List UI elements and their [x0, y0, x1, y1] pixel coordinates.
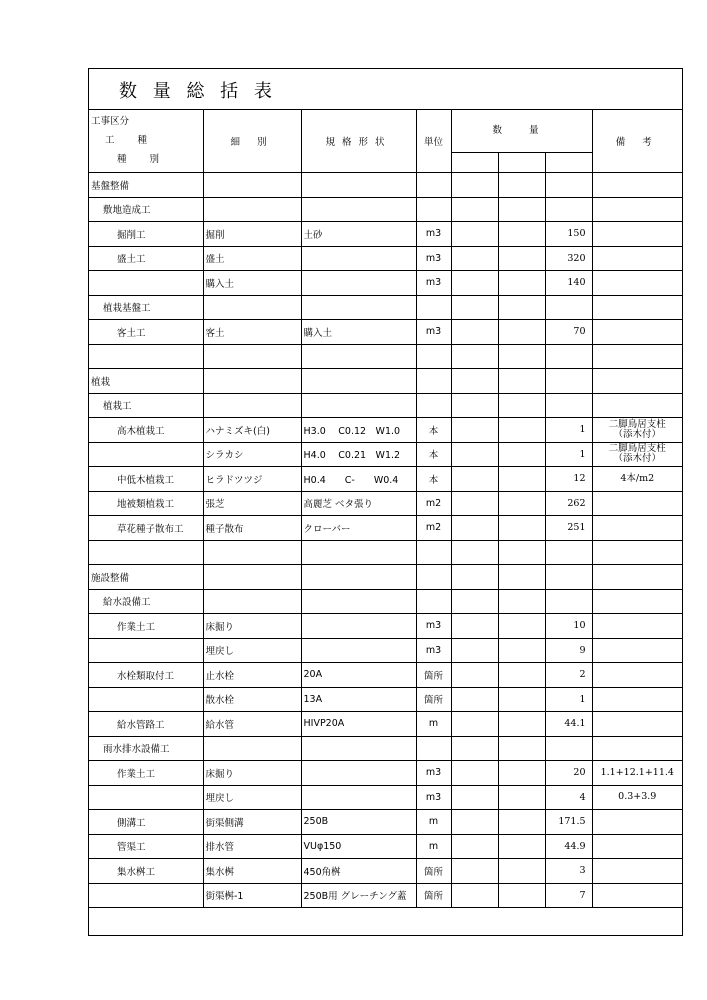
cell-saibetsu: 床掘り	[203, 614, 301, 639]
cell-tani: m3	[416, 785, 451, 810]
cell-note	[592, 614, 682, 639]
cell-saibetsu	[203, 197, 301, 222]
suryo-subcol-1	[452, 153, 499, 172]
cell-kikaku	[301, 393, 416, 418]
cell-qty-2	[498, 638, 545, 663]
cell-note	[592, 810, 682, 835]
cell-qty-2	[498, 712, 545, 737]
cell-qty: 4	[545, 785, 592, 810]
cell-qty-2	[498, 467, 545, 492]
cell-kubun	[89, 344, 203, 369]
cell-qty-2	[498, 271, 545, 296]
cell-qty-1	[451, 442, 498, 467]
cell-qty	[545, 295, 592, 320]
cell-kikaku: HIVP20A	[301, 712, 416, 737]
cell-kubun: 植栽	[89, 369, 203, 394]
cell-note	[592, 638, 682, 663]
cell-qty-1	[451, 516, 498, 541]
cell-kubun: 管渠工	[89, 834, 203, 859]
cell-saibetsu: シラカシ	[203, 442, 301, 467]
cell-qty: 150	[545, 222, 592, 247]
cell-qty: 44.1	[545, 712, 592, 737]
cell-kubun	[89, 883, 203, 908]
table-row	[89, 614, 682, 639]
cell-tani: m	[416, 834, 451, 859]
cell-qty: 12	[545, 467, 592, 492]
table-row	[89, 663, 682, 688]
table-row	[89, 271, 682, 296]
cell-kikaku: 20A	[301, 663, 416, 688]
cell-note	[592, 516, 682, 541]
table-row	[89, 295, 682, 320]
cell-kubun: 水栓類取付工	[89, 663, 203, 688]
cell-note	[592, 712, 682, 737]
cell-qty-1	[451, 246, 498, 271]
cell-qty-1	[451, 834, 498, 859]
cell-tani	[416, 197, 451, 222]
cell-kubun: 中低木植栽工	[89, 467, 203, 492]
cell-saibetsu: 給水管	[203, 712, 301, 737]
cell-kubun	[89, 638, 203, 663]
cell-tani: 箇所	[416, 663, 451, 688]
cell-qty-2	[498, 418, 545, 443]
cell-kikaku: 購入土	[301, 320, 416, 345]
cell-saibetsu	[203, 295, 301, 320]
cell-note	[592, 834, 682, 859]
cell-qty: 1	[545, 687, 592, 712]
cell-saibetsu: 張芝	[203, 491, 301, 516]
cell-kubun	[89, 271, 203, 296]
cell-qty-2	[498, 565, 545, 590]
cell-qty-2	[498, 614, 545, 639]
cell-qty-1	[451, 687, 498, 712]
cell-kikaku	[301, 785, 416, 810]
cell-kikaku: 250B	[301, 810, 416, 835]
cell-kubun	[89, 785, 203, 810]
cell-note: 4本/m2	[592, 467, 682, 492]
cell-tani: m	[416, 810, 451, 835]
cell-qty-2	[498, 883, 545, 908]
cell-saibetsu: ヒラドツツジ	[203, 467, 301, 492]
cell-qty-1	[451, 320, 498, 345]
cell-qty-1	[451, 173, 498, 198]
cell-qty-2	[498, 785, 545, 810]
cell-saibetsu: 埋戻し	[203, 785, 301, 810]
cell-kubun: 地被類植栽工	[89, 491, 203, 516]
cell-kikaku	[301, 246, 416, 271]
cell-qty-2	[498, 859, 545, 884]
cell-tani: m3	[416, 222, 451, 247]
cell-note: 1.1+12.1+11.4	[592, 761, 682, 786]
cell-saibetsu: 集水桝	[203, 859, 301, 884]
table-row	[89, 712, 682, 737]
cell-kubun	[89, 687, 203, 712]
cell-note: 0.3+3.9	[592, 785, 682, 810]
cell-qty: 3	[545, 859, 592, 884]
cell-qty	[545, 565, 592, 590]
cell-kikaku: 13A	[301, 687, 416, 712]
cell-kubun: 高木植栽工	[89, 418, 203, 443]
cell-qty-1	[451, 663, 498, 688]
cell-saibetsu: 埋戻し	[203, 638, 301, 663]
cell-qty-2	[498, 491, 545, 516]
cell-kubun: 給水管路工	[89, 712, 203, 737]
cell-tani: m3	[416, 761, 451, 786]
cell-tani: m3	[416, 614, 451, 639]
cell-note	[592, 344, 682, 369]
cell-tani: m3	[416, 246, 451, 271]
cell-note	[592, 271, 682, 296]
table-row	[89, 246, 682, 271]
cell-note	[592, 295, 682, 320]
cell-saibetsu	[203, 540, 301, 565]
cell-tani: 箇所	[416, 883, 451, 908]
cell-saibetsu: 街渠側溝	[203, 810, 301, 835]
cell-qty-1	[451, 712, 498, 737]
cell-qty-1	[451, 589, 498, 614]
cell-kikaku: H3.0 C0.12 W1.0	[301, 418, 416, 443]
table-row	[89, 785, 682, 810]
cell-qty-2	[498, 393, 545, 418]
cell-tani: 箇所	[416, 687, 451, 712]
table-row	[89, 320, 682, 345]
cell-kikaku: 450角桝	[301, 859, 416, 884]
cell-tani: 本	[416, 442, 451, 467]
cell-tani: m3	[416, 271, 451, 296]
cell-tani: m	[416, 712, 451, 737]
cell-qty	[545, 197, 592, 222]
cell-kubun: 草花種子散布工	[89, 516, 203, 541]
cell-qty: 262	[545, 491, 592, 516]
header-kubun-label: 工事区分	[91, 116, 130, 127]
cell-tani: 箇所	[416, 859, 451, 884]
cell-qty-2	[498, 320, 545, 345]
cell-kikaku: VUφ150	[301, 834, 416, 859]
cell-qty-2	[498, 589, 545, 614]
page-title: 数 量 総 括 表	[119, 81, 277, 102]
cell-saibetsu	[203, 589, 301, 614]
cell-tani	[416, 295, 451, 320]
table-row	[89, 344, 682, 369]
header-saibetsu: 細 別	[203, 110, 301, 173]
cell-tani	[416, 736, 451, 761]
header-tani: 単位	[416, 110, 451, 173]
cell-saibetsu: 街渠桝-1	[203, 883, 301, 908]
cell-tani: 本	[416, 418, 451, 443]
cell-note	[592, 222, 682, 247]
cell-tani: 本	[416, 467, 451, 492]
cell-qty-2	[498, 369, 545, 394]
cell-qty-1	[451, 785, 498, 810]
table-row	[89, 859, 682, 884]
cell-qty-2	[498, 736, 545, 761]
cell-tani: m3	[416, 638, 451, 663]
cell-qty: 171.5	[545, 810, 592, 835]
cell-note	[592, 491, 682, 516]
header-shubetsu-label: 種 別	[117, 154, 170, 165]
table-row	[89, 834, 682, 859]
cell-qty-2	[498, 344, 545, 369]
cell-qty-2	[498, 540, 545, 565]
cell-saibetsu: 散水栓	[203, 687, 301, 712]
cell-qty-1	[451, 638, 498, 663]
table-row	[89, 565, 682, 590]
cell-saibetsu	[203, 393, 301, 418]
cell-kikaku	[301, 736, 416, 761]
table-row	[89, 883, 682, 908]
cell-kikaku: 250B用 グレーチング蓋	[301, 883, 416, 908]
cell-qty-1	[451, 614, 498, 639]
cell-qty: 20	[545, 761, 592, 786]
cell-qty-1	[451, 271, 498, 296]
cell-qty-1	[451, 295, 498, 320]
cell-qty	[545, 369, 592, 394]
cell-kikaku	[301, 295, 416, 320]
cell-qty-2	[498, 761, 545, 786]
table-row	[89, 197, 682, 222]
header-suryo-subcols	[452, 153, 592, 172]
header-suryo	[451, 110, 592, 173]
cell-tani: m2	[416, 491, 451, 516]
cell-kubun: 植栽工	[89, 393, 203, 418]
cell-qty: 10	[545, 614, 592, 639]
cell-saibetsu	[203, 736, 301, 761]
cell-qty-1	[451, 883, 498, 908]
cell-qty-2	[498, 687, 545, 712]
cell-kikaku	[301, 589, 416, 614]
header-kikaku: 規格形状	[301, 110, 416, 173]
cell-kikaku	[301, 540, 416, 565]
cell-saibetsu	[203, 369, 301, 394]
table-row	[89, 442, 682, 467]
cell-qty-1	[451, 418, 498, 443]
cell-saibetsu: 購入土	[203, 271, 301, 296]
cell-tani	[416, 589, 451, 614]
cell-note	[592, 393, 682, 418]
cell-kikaku: クローバー	[301, 516, 416, 541]
cell-note	[592, 736, 682, 761]
cell-tani	[416, 369, 451, 394]
cell-tani	[416, 565, 451, 590]
cell-qty-1	[451, 222, 498, 247]
cell-kubun: 作業土工	[89, 614, 203, 639]
cell-kubun: 給水設備工	[89, 589, 203, 614]
cell-saibetsu: 種子散布	[203, 516, 301, 541]
cell-qty: 44.9	[545, 834, 592, 859]
cell-qty-1	[451, 197, 498, 222]
cell-qty-1	[451, 859, 498, 884]
cell-qty-2	[498, 246, 545, 271]
cell-qty-2	[498, 516, 545, 541]
cell-qty-1	[451, 540, 498, 565]
cell-note	[592, 565, 682, 590]
cell-qty-2	[498, 295, 545, 320]
cell-tani: m2	[416, 516, 451, 541]
cell-qty-1	[451, 810, 498, 835]
cell-qty-2	[498, 222, 545, 247]
cell-kikaku	[301, 173, 416, 198]
cell-kubun: 雨水排水設備工	[89, 736, 203, 761]
cell-qty	[545, 393, 592, 418]
quantity-table	[89, 110, 682, 908]
table-row	[89, 222, 682, 247]
cell-kubun: 側溝工	[89, 810, 203, 835]
cell-kubun	[89, 442, 203, 467]
cell-qty-1	[451, 369, 498, 394]
cell-qty-1	[451, 736, 498, 761]
cell-kubun: 集水桝工	[89, 859, 203, 884]
cell-qty	[545, 173, 592, 198]
cell-kubun: 盛土工	[89, 246, 203, 271]
cell-qty-2	[498, 810, 545, 835]
cell-note	[592, 246, 682, 271]
cell-kubun: 客土工	[89, 320, 203, 345]
table-row	[89, 516, 682, 541]
cell-saibetsu: 排水管	[203, 834, 301, 859]
cell-note	[592, 540, 682, 565]
cell-kikaku	[301, 761, 416, 786]
cell-qty-2	[498, 173, 545, 198]
cell-tani	[416, 540, 451, 565]
cell-saibetsu: 掘削	[203, 222, 301, 247]
table-row	[89, 491, 682, 516]
table-row	[89, 418, 682, 443]
cell-note	[592, 320, 682, 345]
cell-qty	[545, 344, 592, 369]
cell-kubun: 作業土工	[89, 761, 203, 786]
cell-saibetsu	[203, 173, 301, 198]
cell-tani	[416, 173, 451, 198]
cell-qty-1	[451, 565, 498, 590]
cell-qty-2	[498, 442, 545, 467]
cell-qty: 9	[545, 638, 592, 663]
cell-note	[592, 589, 682, 614]
cell-kubun	[89, 540, 203, 565]
table-row	[89, 540, 682, 565]
cell-qty: 140	[545, 271, 592, 296]
cell-qty: 1	[545, 442, 592, 467]
cell-note	[592, 369, 682, 394]
cell-kubun: 植栽基盤工	[89, 295, 203, 320]
cell-tani: m3	[416, 320, 451, 345]
cell-kikaku	[301, 369, 416, 394]
header-kubun	[89, 110, 203, 173]
cell-kikaku: H4.0 C0.21 W1.2	[301, 442, 416, 467]
cell-qty: 2	[545, 663, 592, 688]
cell-kikaku: 高麗芝 ベタ張り	[301, 491, 416, 516]
title-bar	[89, 69, 682, 110]
cell-qty-1	[451, 761, 498, 786]
cell-qty-2	[498, 197, 545, 222]
cell-qty: 320	[545, 246, 592, 271]
cell-kikaku	[301, 344, 416, 369]
cell-qty: 70	[545, 320, 592, 345]
table-row	[89, 369, 682, 394]
cell-kikaku	[301, 197, 416, 222]
suryo-subcol-3	[546, 153, 592, 172]
cell-qty-1	[451, 467, 498, 492]
cell-kikaku	[301, 271, 416, 296]
suryo-subcol-2	[499, 153, 546, 172]
table-row	[89, 393, 682, 418]
cell-qty: 251	[545, 516, 592, 541]
table-row	[89, 810, 682, 835]
cell-saibetsu: 止水栓	[203, 663, 301, 688]
cell-tani	[416, 393, 451, 418]
cell-qty	[545, 540, 592, 565]
cell-qty-2	[498, 834, 545, 859]
cell-note	[592, 859, 682, 884]
cell-saibetsu: 床掘り	[203, 761, 301, 786]
cell-kikaku	[301, 565, 416, 590]
cell-note	[592, 687, 682, 712]
cell-qty	[545, 589, 592, 614]
cell-saibetsu	[203, 565, 301, 590]
cell-kikaku	[301, 638, 416, 663]
cell-saibetsu: 客土	[203, 320, 301, 345]
cell-kikaku: H0.4 C- W0.4	[301, 467, 416, 492]
cell-note	[592, 197, 682, 222]
cell-qty	[545, 736, 592, 761]
cell-tani	[416, 344, 451, 369]
cell-qty-1	[451, 344, 498, 369]
cell-qty: 7	[545, 883, 592, 908]
table-row	[89, 761, 682, 786]
cell-note: 二脚鳥居支柱 （添木付）	[592, 442, 682, 467]
header-koshu-label: 工 種	[105, 135, 158, 146]
cell-qty-2	[498, 663, 545, 688]
table-row	[89, 467, 682, 492]
header-biko: 備 考	[592, 110, 682, 173]
cell-kubun: 敷地造成工	[89, 197, 203, 222]
table-row	[89, 638, 682, 663]
cell-kikaku: 土砂	[301, 222, 416, 247]
table-row	[89, 589, 682, 614]
cell-kikaku	[301, 614, 416, 639]
header-suryo-label: 数 量	[452, 110, 592, 153]
cell-note	[592, 663, 682, 688]
table-row	[89, 687, 682, 712]
cell-kubun: 施設整備	[89, 565, 203, 590]
cell-saibetsu: ハナミズキ(白)	[203, 418, 301, 443]
cell-qty-1	[451, 491, 498, 516]
cell-note: 二脚鳥居支柱 （添木付）	[592, 418, 682, 443]
cell-qty-1	[451, 393, 498, 418]
cell-note	[592, 883, 682, 908]
table-row	[89, 173, 682, 198]
cell-saibetsu: 盛土	[203, 246, 301, 271]
summary-sheet	[88, 68, 683, 936]
cell-note	[592, 173, 682, 198]
table-row	[89, 736, 682, 761]
header-row	[89, 110, 682, 173]
cell-qty: 1	[545, 418, 592, 443]
cell-kubun: 掘削工	[89, 222, 203, 247]
cell-kubun: 基盤整備	[89, 173, 203, 198]
cell-saibetsu	[203, 344, 301, 369]
